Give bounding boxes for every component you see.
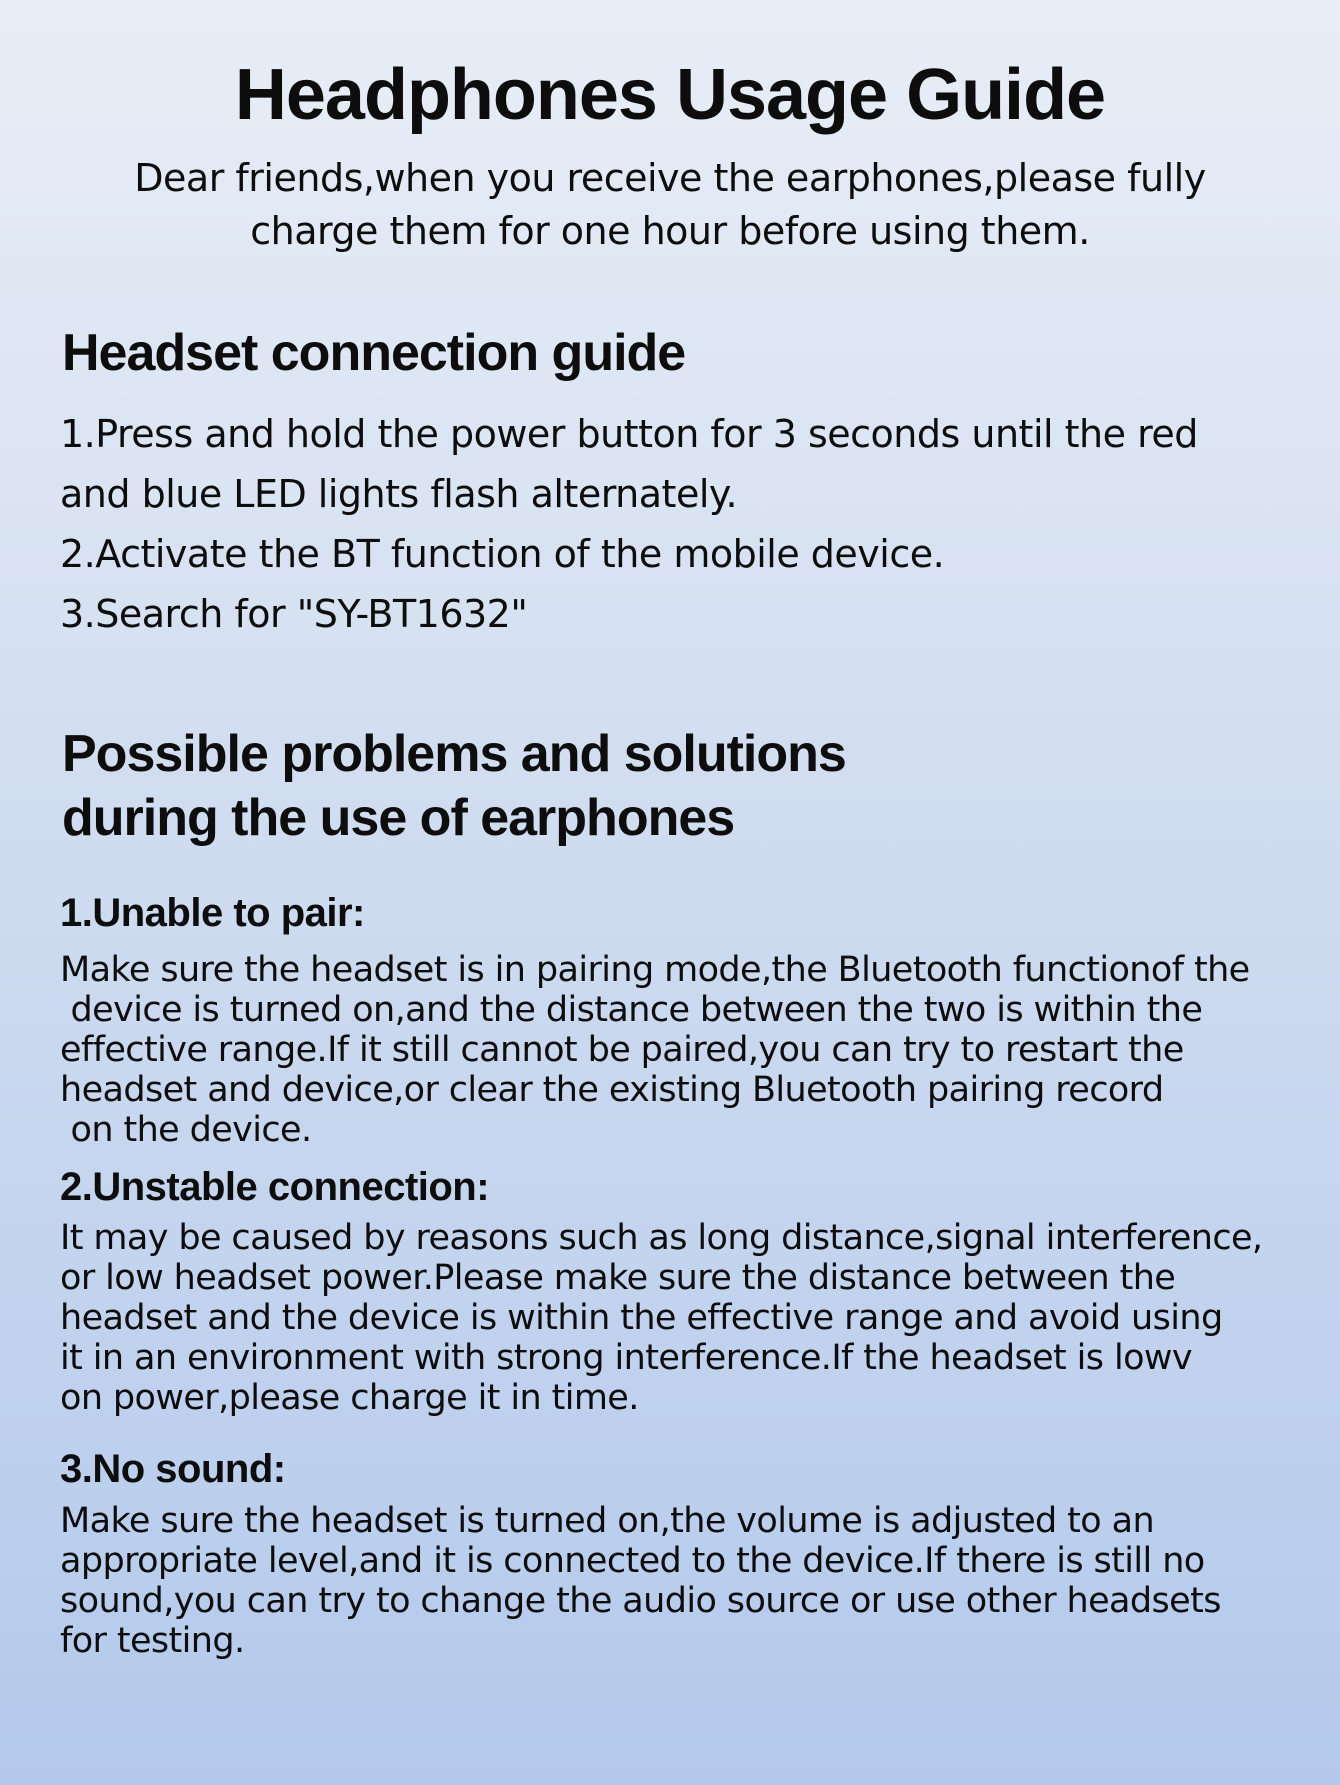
solution-line: on power,please charge it in time. — [60, 1378, 639, 1418]
solution-line: it in an environment with strong interference.If the headset is lowv — [60, 1338, 1193, 1378]
problem-title-connection: 2.Unstable connection: — [60, 1165, 490, 1209]
connection-steps — [60, 404, 1260, 644]
step-line: 2.Activate the BT function of the mobile device. — [60, 532, 945, 576]
solution-line: headset and device,or clear the existing Bluetooth pairing record — [60, 1070, 1164, 1110]
solution-line: appropriate level,and it is connected to the device.If there is still no — [60, 1541, 1205, 1581]
problem-title-pair: 1.Unable to pair: — [60, 891, 365, 935]
problems-heading-line: Possible problems and solutions — [62, 725, 846, 783]
intro-text — [100, 152, 1240, 258]
problems-heading — [62, 722, 846, 850]
page-title: Headphones Usage Guide — [234, 55, 1106, 135]
solution-line: sound,you can try to change the audio source or use other headsets — [60, 1581, 1221, 1621]
step-line: and blue LED lights flash alternately. — [60, 472, 738, 516]
solution-line: or low headset power.Please make sure the distance between the — [60, 1258, 1176, 1298]
step-line: 3.Search for "SY-BT1632" — [60, 592, 528, 636]
connection-guide-heading: Headset connection guide — [62, 324, 686, 382]
intro-line: charge them for one hour before using them. — [250, 209, 1090, 253]
problem-solution-connection — [60, 1218, 1300, 1418]
step-line: 1.Press and hold the power button for 3 seconds until the red — [60, 412, 1198, 456]
problem-solution-pair — [60, 950, 1300, 1150]
solution-line: Make sure the headset is in pairing mode,the Bluetooth functionof the — [60, 950, 1250, 990]
solution-line: for testing. — [60, 1621, 245, 1661]
solution-line: effective range.If it still cannot be paired,you can try to restart the — [60, 1030, 1184, 1070]
intro-line: Dear friends,when you receive the earphones,please fully — [134, 156, 1206, 200]
solution-line: Make sure the headset is turned on,the volume is adjusted to an — [60, 1501, 1155, 1541]
solution-line: headset and the device is within the effective range and avoid using — [60, 1298, 1223, 1338]
problem-solution-sound — [60, 1501, 1300, 1661]
solution-line: It may be caused by reasons such as long distance,signal interference, — [60, 1218, 1263, 1258]
problem-title-sound: 3.No sound: — [60, 1447, 286, 1491]
problems-heading-line: during the use of earphones — [62, 789, 735, 847]
solution-line: on the device. — [60, 1110, 312, 1150]
solution-line: device is turned on,and the distance between the two is within the — [60, 990, 1203, 1030]
